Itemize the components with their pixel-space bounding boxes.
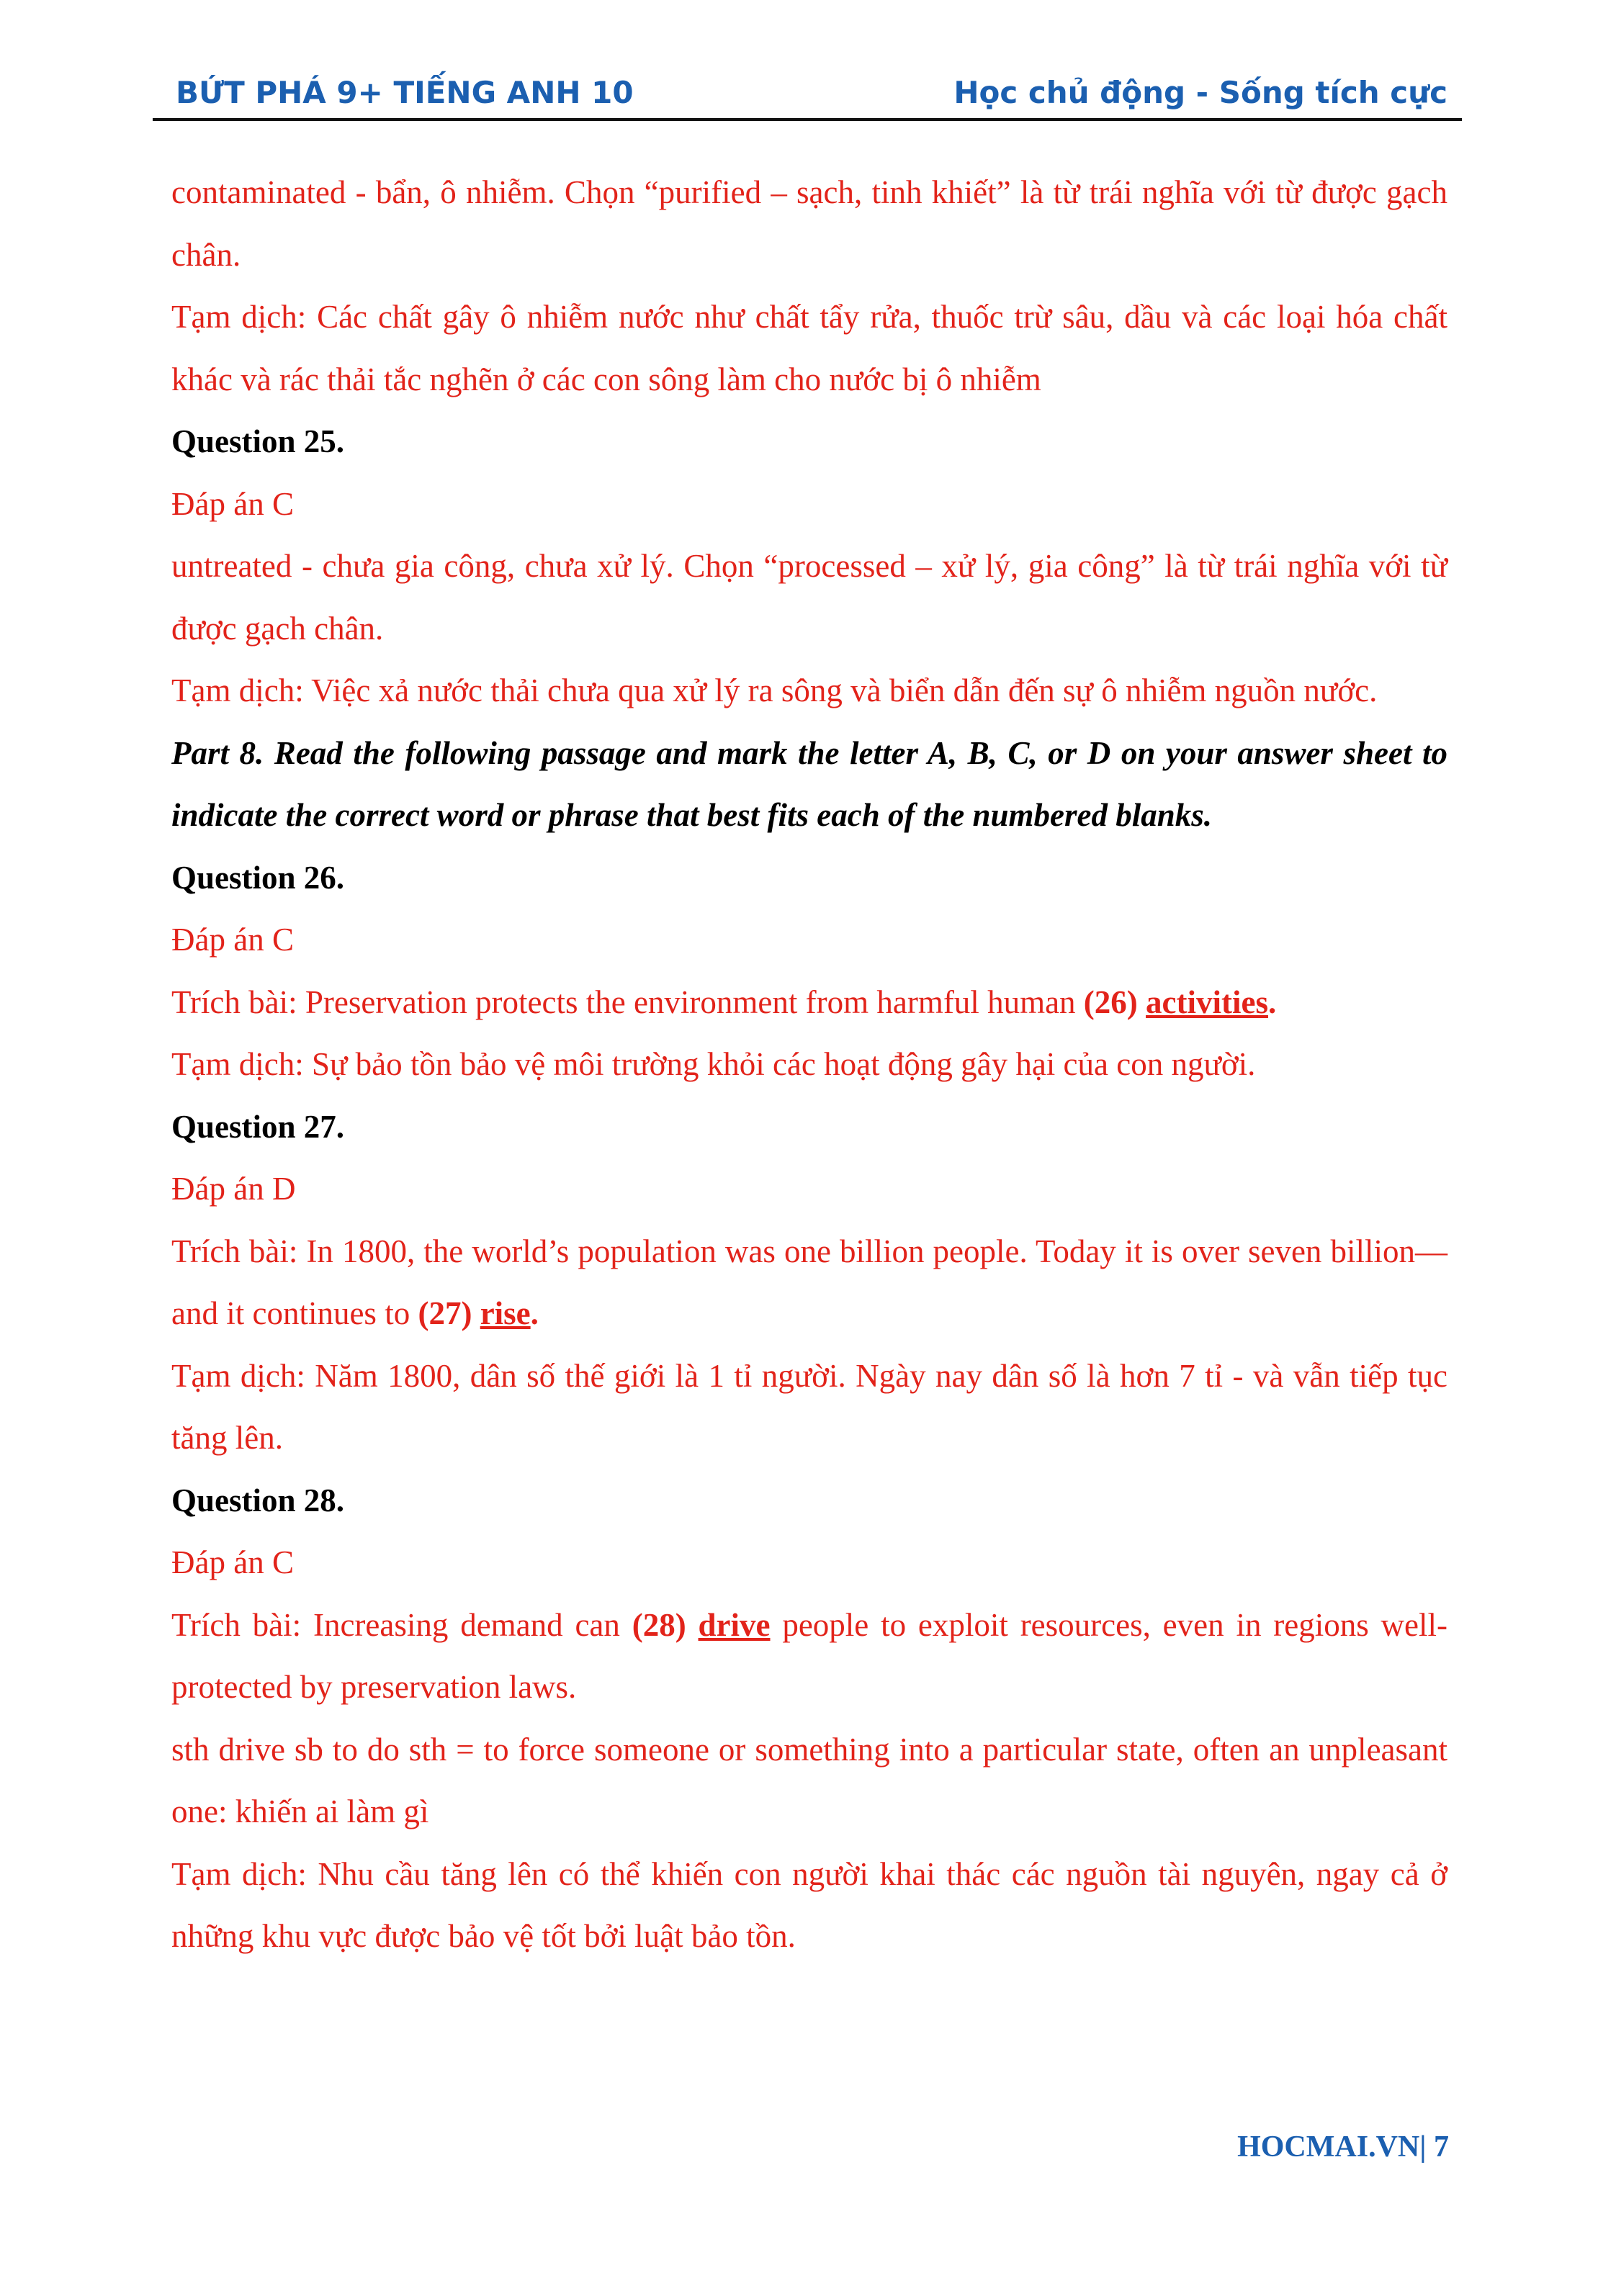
q25-translation: Tạm dịch: Việc xả nước thải chưa qua xử lý ra sông và biển dẫn đến sự ô nhiễm nguồn nước.	[171, 672, 1378, 708]
q27-translation: Tạm dịch: Năm 1800, dân số thế giới là 1 tỉ người. Ngày nay dân số là hơn 7 tỉ - và vẫn tiếp tục tăng lên.	[171, 1357, 1447, 1456]
q26-title: Question 26.	[171, 859, 345, 896]
header-title: BỨT PHÁ 9+ TIẾNG ANH 10	[176, 75, 634, 110]
page-content	[171, 161, 1447, 1968]
q27-answer: Đáp án D	[171, 1171, 296, 1207]
q27-excerpt-text: Trích bài: In 1800, the world’s population was one billion people. Today it is over seven billion—and it continues to	[171, 1233, 1447, 1331]
q28-answer: Đáp án C	[171, 1544, 294, 1580]
q26-translation: Tạm dịch: Sự bảo tồn bảo vệ môi trường khỏi các hoạt động gây hại của con người.	[171, 1046, 1256, 1082]
header-slogan: Học chủ động - Sống tích cực	[953, 75, 1447, 110]
page-header	[153, 72, 1462, 121]
q27-period: .	[530, 1295, 539, 1331]
part8-instructions: Part 8. Read the following passage and mark the letter A, B, C, or D on your answer sheet to indicate the correct word or phrase that best fits each of the numbered blanks.	[171, 734, 1447, 833]
q27-title: Question 27.	[171, 1108, 345, 1145]
q25-title: Question 25.	[171, 423, 345, 459]
q26-blank-number: (26)	[1083, 983, 1138, 1020]
q26-excerpt-text: Trích bài: Preservation protects the environment from harmful human	[171, 983, 1084, 1020]
q28-excerpt-text: Trích bài: Increasing demand can	[171, 1606, 632, 1643]
q27-answer-word: rise	[480, 1295, 531, 1331]
q24-explanation: contaminated - bẩn, ô nhiễm. Chọn “purified – sạch, tinh khiết” là từ trái nghĩa với từ được gạch chân.	[171, 174, 1447, 273]
q28-explanation: sth drive sb to do sth = to force someone or something into a particular state, often an unpleasant one: khiến ai làm gì	[171, 1731, 1447, 1829]
q25-answer: Đáp án C	[171, 485, 294, 522]
page-footer: HOCMAI.VN| 7	[1237, 2130, 1449, 2164]
q27-excerpt	[171, 1220, 1447, 1345]
q27-blank-number: (27)	[418, 1295, 472, 1331]
q26-excerpt	[171, 971, 1447, 1034]
q26-answer-word: activities	[1146, 983, 1268, 1020]
q26-answer: Đáp án C	[171, 922, 294, 958]
q28-answer-word: drive	[698, 1606, 771, 1643]
q24-translation: Tạm dịch: Các chất gây ô nhiễm nước như chất tẩy rửa, thuốc trừ sâu, dầu và các loại hóa chất khác và rác thải tắc nghẽn ở các con sông làm cho nước bị ô nhiễm	[171, 299, 1447, 397]
q28-translation: Tạm dịch: Nhu cầu tăng lên có thể khiến con người khai thác các nguồn tài nguyên, ngay cả ở những khu vực được bảo vệ tốt bởi luật bảo tồn.	[171, 1855, 1447, 1954]
q28-excerpt-rest: people to exploit resources, even in regions well-protected by preservation laws.	[171, 1606, 1448, 1705]
q28-excerpt	[171, 1594, 1447, 1719]
q26-period: .	[1267, 983, 1277, 1020]
q25-explanation: untreated - chưa gia công, chưa xử lý. Chọn “processed – xử lý, gia công” là từ trái nghĩa với từ được gạch chân.	[171, 548, 1447, 647]
q28-blank-number: (28)	[632, 1606, 686, 1643]
q28-title: Question 28.	[171, 1482, 345, 1518]
